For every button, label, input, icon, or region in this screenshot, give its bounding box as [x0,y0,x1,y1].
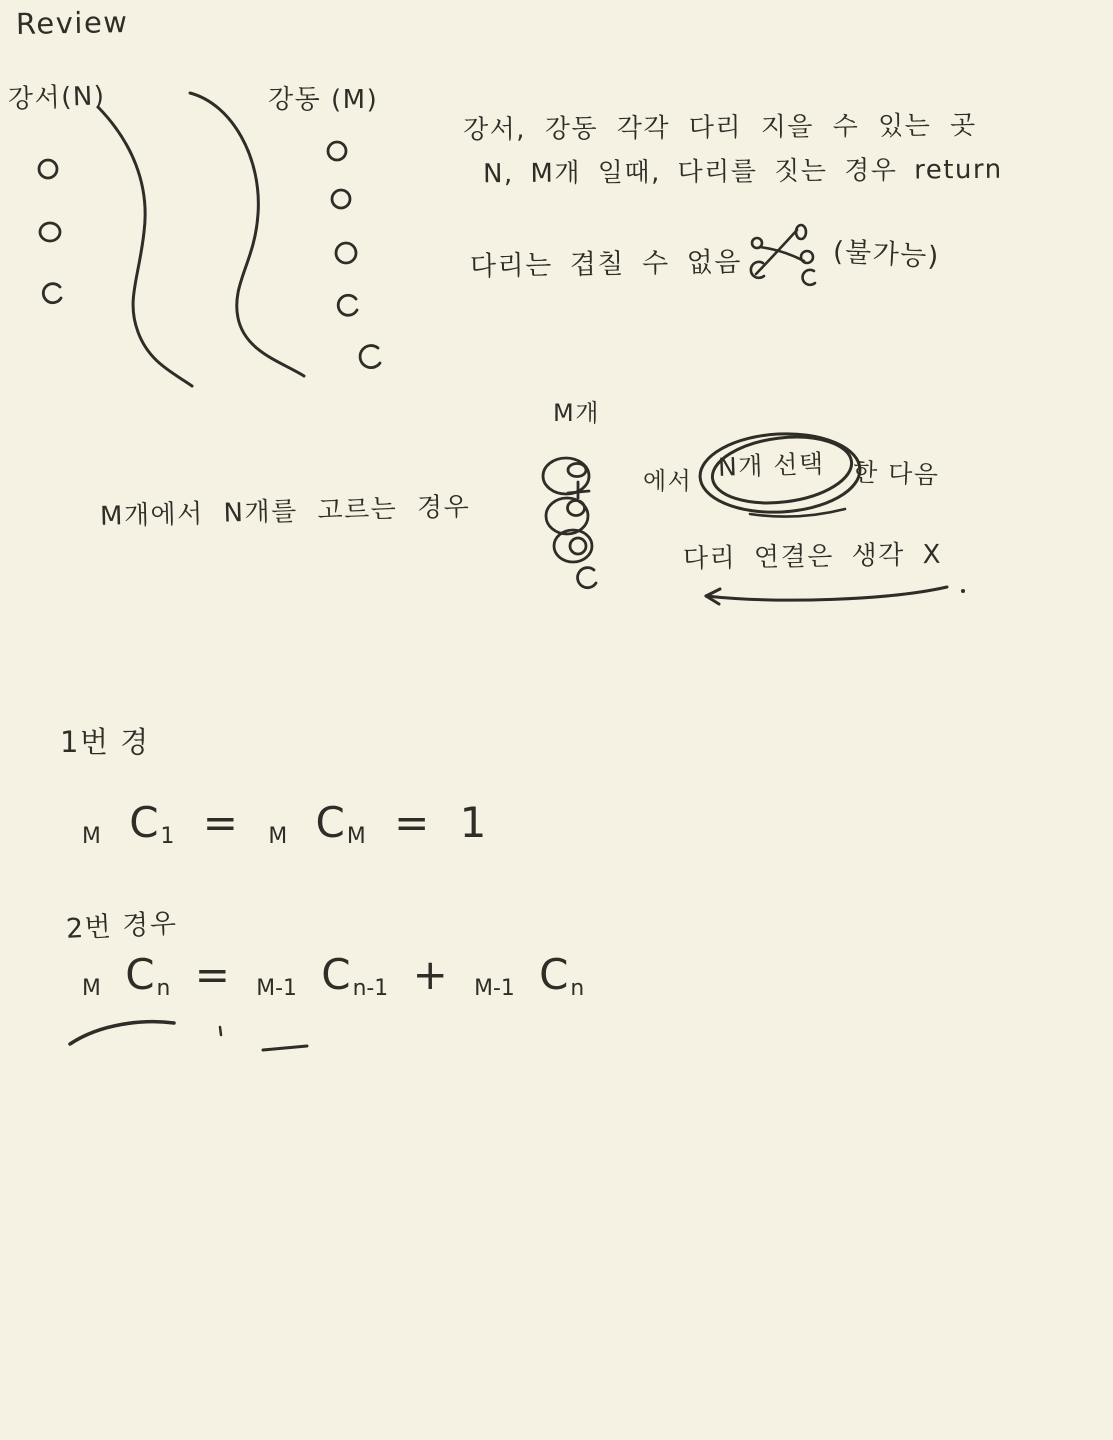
from-label: 에서 [643,467,693,495]
gangseo-nodes [39,160,61,303]
choose-n-from-m-line: M개에서 N개를 고르는 경우 [99,492,471,532]
case2-label: 2번 경우 [65,908,179,945]
impossible-label: (불가능) [832,236,941,273]
base-case-formula: $_M$ $C_1 = _M$ $C_M = 1$ [82,798,489,850]
river-lines [98,93,304,386]
bridge-cross-sketch [751,225,815,285]
gangseo-column-label: 강서(N) [7,81,106,115]
recurrence-formula: $_M$ $C_n = _{M-1}$ $C_{n-1} + _{M-1}$ $C_n$ [82,950,585,1002]
note-line-no-overlap: 다리는 겹칠 수 없음 [469,246,743,283]
note-line-return-case: N, M개 일때, 다리를 짓는 경우 return [482,154,1003,190]
selection-cluster [543,458,596,588]
note-line-bridge-spots: 강서, 강동 각각 다리 지을 수 있는 곳 [462,110,977,146]
after-label: 한 다음 [852,457,940,490]
gangdong-nodes [328,142,380,368]
ignore-bridge-note: 다리 연결은 생각 X [682,539,943,575]
formula-underlines [70,1022,307,1050]
case1-label: 1번 경 [60,725,150,759]
page-title: Review [15,5,129,41]
arrow-underline [706,587,965,604]
m-count-label: M개 [553,399,600,427]
gangdong-column-label: 강동 (M) [268,85,379,115]
circled-select-label: N개 선택 [717,449,826,482]
